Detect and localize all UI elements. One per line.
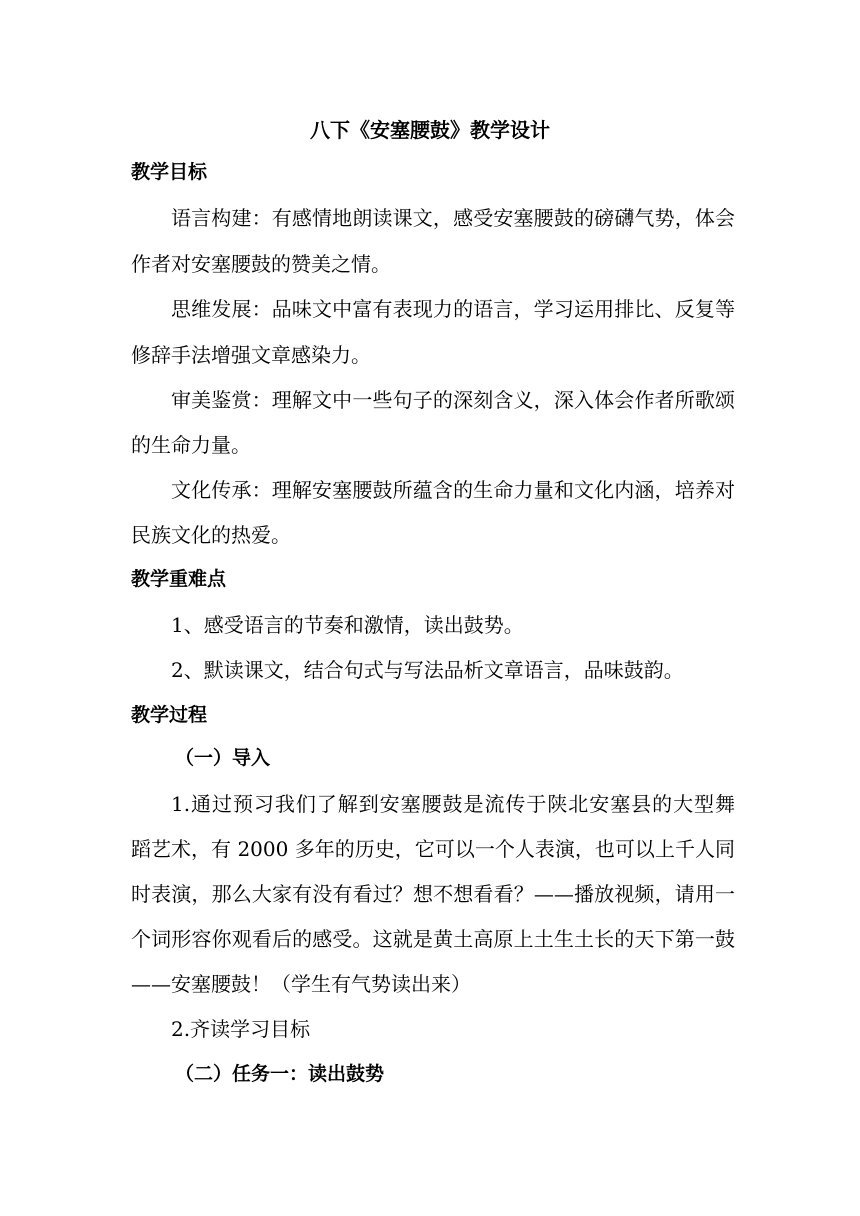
subsection-heading-intro: （一）导入: [175, 747, 271, 769]
objective-thinking-line1: 思维发展：品味文中富有表现力的语言，学习运用排比、反复等: [171, 297, 735, 321]
objective-culture-line2: 民族文化的热爱。: [131, 523, 291, 547]
section-heading-key-points: 教学重难点: [131, 568, 227, 590]
intro-read-objectives: 2.齐读学习目标: [171, 1017, 311, 1041]
objective-aesthetic-line2: 的生命力量。: [131, 433, 251, 457]
intro-paragraph-line: 时表演，那么大家有没有看过？想不想看看？——播放视频，请用一: [131, 882, 735, 906]
document-title: 八下《安塞腰鼓》教学设计: [310, 118, 550, 142]
section-heading-objectives: 教学目标: [131, 161, 208, 183]
subsection-heading-task1: （二）任务一：读出鼓势: [175, 1063, 385, 1085]
objective-thinking-line2: 修辞手法增强文章感染力。: [131, 343, 371, 367]
section-heading-process: 教学过程: [131, 704, 208, 726]
objective-language-line2: 作者对安塞腰鼓的赞美之情。: [131, 252, 391, 276]
objective-aesthetic-line1: 审美鉴赏：理解文中一些句子的深刻含义，深入体会作者所歌颂: [171, 388, 735, 412]
key-point-item: 2、默读课文，结合句式与写法品析文章语言，品味鼓韵。: [171, 658, 684, 682]
objective-culture-line1: 文化传承：理解安塞腰鼓所蕴含的生命力量和文化内涵，培养对: [171, 478, 735, 502]
intro-paragraph-line: ——安塞腰鼓！（学生有气势读出来）: [131, 972, 471, 996]
intro-paragraph-line: 1.通过预习我们了解到安塞腰鼓是流传于陕北安塞县的大型舞: [171, 792, 735, 816]
objective-language-line1: 语言构建：有感情地朗读课文，感受安塞腰鼓的磅礴气势，体会: [171, 206, 735, 230]
key-point-item: 1、感受语言的节奏和激情，读出鼓势。: [171, 613, 524, 637]
intro-paragraph-line: 个词形容你观看后的感受。这就是黄土高原上土生土长的天下第一鼓: [131, 927, 735, 951]
intro-paragraph-line: 蹈艺术，有 2000 多年的历史，它可以一个人表演，也可以上千人同: [131, 837, 735, 861]
